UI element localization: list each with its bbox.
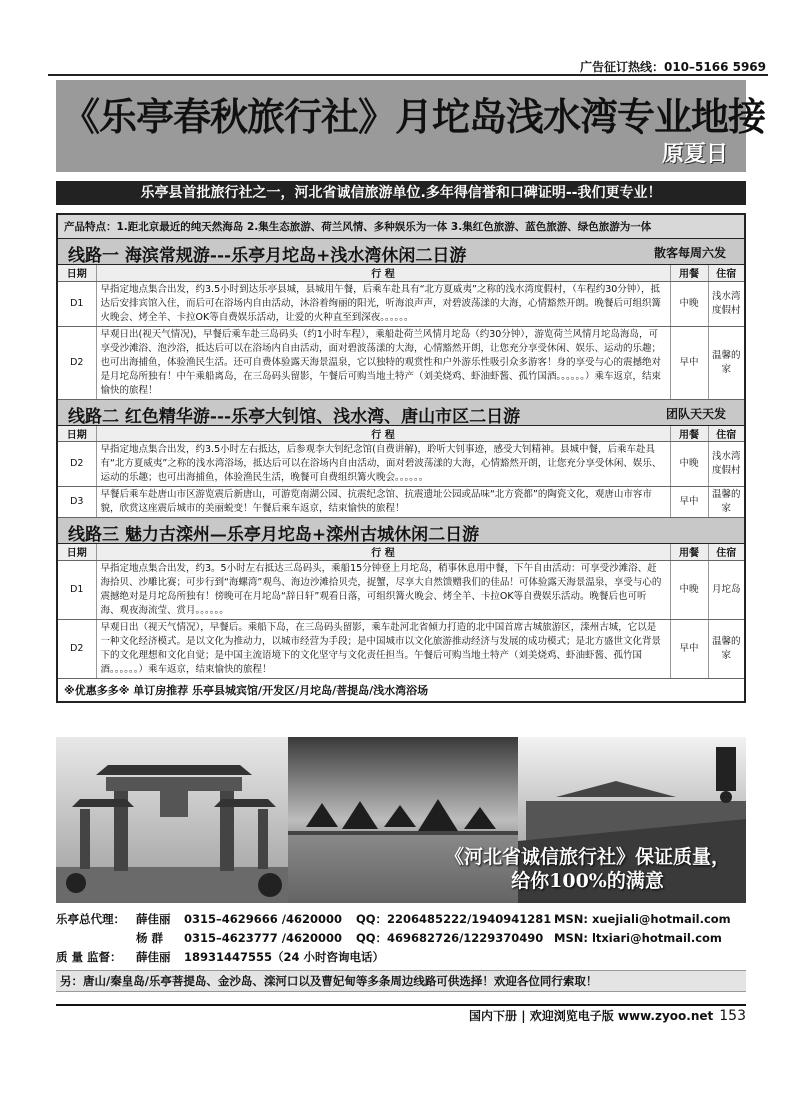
product-features: 产品特点：1.距北京最近的纯天然海岛 2.集生态旅游、荷兰风情、多种娱乐为一体 3.集红色旅游、蓝色旅游、绿色旅游为一体 <box>58 215 744 239</box>
col-itinerary: 行 程 <box>96 426 670 442</box>
routes-panel <box>56 213 746 703</box>
row-meal: 中晚 <box>670 281 708 326</box>
row-stay: 浅水湾度假村 <box>708 281 744 326</box>
table-header-row <box>58 426 744 442</box>
route-1-header <box>58 239 744 265</box>
agent-label: 乐亭总代理： <box>56 912 125 926</box>
table-row <box>58 326 744 399</box>
col-stay: 住宿 <box>708 265 744 281</box>
route-1-title: 线路一 海滨常规游---乐亭月坨岛+浅水湾休闲二日游 <box>68 246 467 266</box>
row-stay: 温馨的家 <box>708 619 744 678</box>
contact-row-1 <box>56 910 746 929</box>
caption-line-2: 给你100%的满意 <box>511 870 664 892</box>
row-day: D1 <box>58 560 96 619</box>
footer-rule <box>56 1004 746 1006</box>
row-day: D2 <box>58 442 96 487</box>
route-3-table <box>58 544 744 679</box>
title-banner <box>56 80 766 172</box>
contact-phone: 0315–4629666 /4620000 <box>184 912 342 926</box>
contact-phone: 0315–4623777 /4620000 <box>184 931 342 945</box>
route-2-header <box>58 400 744 426</box>
contact-row-3 <box>56 948 746 967</box>
col-stay: 住宿 <box>708 544 744 560</box>
row-desc: 早观日出（视天气情况），早餐后。乘船下岛，在三岛码头留影，乘车赴河北省倾力打造的北中国首席古城旅游区，滦州古城，它以是一种文化经济模式。是以文化为推动力，以城市经营为手段；是中国城市以文化旅游推动经济与发展的成功模式；是北方盛世文化背景下的文化理想和文化自觉；是中国主流语境下的文化坚守与文化责任担当。午餐后可购当地土特产（刘美烧鸡、虾油虾酱、孤竹国酒。。。。。。）乘车返京，结束愉快的旅程！ <box>96 619 670 678</box>
other-routes-note: 另：唐山/秦皇岛/乐亭菩提岛、金沙岛、滦河口以及曹妃甸等多条周边线路可供选择！欢迎各位同行索取！ <box>56 970 746 992</box>
col-day: 日期 <box>58 426 96 442</box>
row-meal: 早中 <box>670 326 708 399</box>
slogan-bar: 乐亭县首批旅行社之一，河北省诚信旅游单位.多年得信誉和口碑证明--我们更专业！ <box>56 181 746 205</box>
row-stay: 月坨岛 <box>708 560 744 619</box>
footer <box>469 1007 746 1024</box>
col-meal: 用餐 <box>670 265 708 281</box>
photo-caption <box>445 845 730 893</box>
contact-row-2 <box>56 929 746 948</box>
contact-section <box>56 910 746 988</box>
row-stay: 温馨的家 <box>708 487 744 518</box>
col-meal: 用餐 <box>670 426 708 442</box>
table-row <box>58 487 744 518</box>
contact-name: 杨 群 <box>136 931 164 945</box>
page-number: 153 <box>719 1008 746 1024</box>
ad-hotline: 广告征订热线：010–5166 5969 <box>579 60 766 74</box>
row-stay: 浅水湾度假村 <box>708 442 744 487</box>
caption-line-1: 《河北省诚信旅行社》保证质量， <box>444 846 730 868</box>
row-desc: 早餐后乘车赴唐山市区游览震后新唐山，可游览南湖公园、抗震纪念馆、抗震遗址公园或品味“北方瓷都”的陶瓷文化，观唐山市容市貌，欣赏这座震后城市的美丽蜕变！午餐后乘车返京，结束愉快的旅程！ <box>96 487 670 518</box>
row-meal: 早中 <box>670 487 708 518</box>
row-day: D1 <box>58 281 96 326</box>
table-header-row <box>58 544 744 560</box>
banner-title: 《乐亭春秋旅行社》月坨岛浅水湾专业地接 <box>62 94 766 139</box>
contact-name: 薛佳丽 <box>136 912 171 926</box>
contact-msn: MSN: ltxiari@hotmail.com <box>554 931 722 945</box>
row-desc: 早观日出(视天气情况)，早餐后乘车赴三岛码头（约1小时车程），乘船赴荷兰风情月坨岛（约30分钟），游览荷兰风情月坨岛海岛，可享受沙滩浴、泡沙浴，抵达后可以在浴场内自由活动，面对碧波荡漾的大海，心情豁然开朗，让您充分享受休闲、娱乐、运动的乐趣；也可出海捕鱼，体验渔民生活。还可自费体验露天海景温泉，它以独特的观赏性和户外游乐性吸引众多游客！身的享受与心的震撼绝对是月坨岛所独有！中午乘船离岛，在三岛码头留影，午餐后可购当地土特产（刘美烧鸡、虾油虾酱、孤竹国酒。。。。。。）乘车返京，结束愉快的旅程！ <box>96 326 670 399</box>
table-row <box>58 442 744 487</box>
row-stay: 温馨的家 <box>708 326 744 399</box>
row-desc: 早指定地点集合出发，约3。5小时左右抵达三岛码头，乘船15分钟登上月坨岛，稍事休息用中餐，下午自由活动：可享受沙滩浴、赶海拾贝、沙雕比赛；可步行到“海螺湾”观鸟、海边沙滩拾贝壳，捉蟹，尽享大自然馈赠我们的佳品！可体验露天海景温泉，享受与心的震撼绝对是月坨岛所独有！傍晚可在月坨岛“辞日轩”观看日落，可组织篝火晚会、烤全羊、卡拉OK等自费娱乐活动。晚餐后也可听海、观夜海流莹、赏月。。。。。。 <box>96 560 670 619</box>
contact-qq: QQ：2206485222/1940941281 <box>356 912 552 926</box>
row-meal: 中晚 <box>670 442 708 487</box>
route-1-tag: 散客每周六发 <box>653 246 726 260</box>
table-row <box>58 619 744 678</box>
route-2-tag: 团队天天发 <box>665 406 726 421</box>
table-header-row <box>58 265 744 281</box>
supervision-label: 质 量 监督： <box>56 950 122 964</box>
col-day: 日期 <box>58 544 96 560</box>
route-3-title: 线路三 魅力古滦州—乐亭月坨岛+滦州古城休闲二日游 <box>68 525 480 545</box>
row-day: D3 <box>58 487 96 518</box>
table-row <box>58 281 744 326</box>
row-meal: 早中 <box>670 619 708 678</box>
footer-text: 国内下册 | 欢迎浏览电子版 www.zyoo.net <box>469 1009 714 1023</box>
row-meal: 中晚 <box>670 560 708 619</box>
room-booking-promo: ※优惠多多※ 单订房推荐 乐亭县城宾馆/开发区/月坨岛/菩提岛/浅水湾浴场 <box>64 683 429 697</box>
table-row <box>58 560 744 619</box>
route-2-table <box>58 426 744 519</box>
col-stay: 住宿 <box>708 426 744 442</box>
route-3-header <box>58 518 744 544</box>
row-desc: 早指定地点集合出发，约3.5小时左右抵达，后参观李大钊纪念馆(自费讲解)，聆听大钊事迹，感受大钊精神。县城中餐，后乘车赴具有“北方夏威夷”之称的浅水湾浴场，抵达后可以在浴场内自由活动，面对碧波荡漾的大海，心情豁然开朗，让您充分享受休闲、娱乐、运动的乐趣；也可出海捕鱼，体验渔民生活，晚餐可自费组织篝火晚会。。。。。。 <box>96 442 670 487</box>
header-rule <box>48 74 768 76</box>
supervision-phone: 18931447555（24 小时咨询电话） <box>184 950 385 964</box>
row-day: D2 <box>58 619 96 678</box>
scenic-photo-collage <box>56 737 746 903</box>
col-day: 日期 <box>58 265 96 281</box>
col-itinerary: 行 程 <box>96 544 670 560</box>
col-itinerary: 行 程 <box>96 265 670 281</box>
col-meal: 用餐 <box>670 544 708 560</box>
contact-msn: MSN: xuejiali@hotmail.com <box>554 912 731 926</box>
row-desc: 早指定地点集合出发，约3.5小时到达乐亭县城，县城用午餐，后乘车赴具有“北方夏威夷”之称的浅水湾度假村，（车程约30分钟），抵达后安排宾馆入住，而后可在浴场内自由活动，沐浴着绚丽的阳光，听海浪声声，对碧波荡漾的大海，心情豁然开朗。晚餐后可组织篝火晚会、烤全羊、卡拉OK等自费娱乐活动，让爱的火种直至到深夜。。。。。。 <box>96 281 670 326</box>
route-2-title: 线路二 红色精华游---乐亭大钊馆、浅水湾、唐山市区二日游 <box>68 406 521 427</box>
supervisor-name: 薛佳丽 <box>136 950 171 964</box>
route-1-table <box>58 265 744 400</box>
banner-subtitle: 原夏日 <box>661 141 728 167</box>
row-day: D2 <box>58 326 96 399</box>
contact-qq: QQ：469682726/1229370490 <box>356 931 544 945</box>
